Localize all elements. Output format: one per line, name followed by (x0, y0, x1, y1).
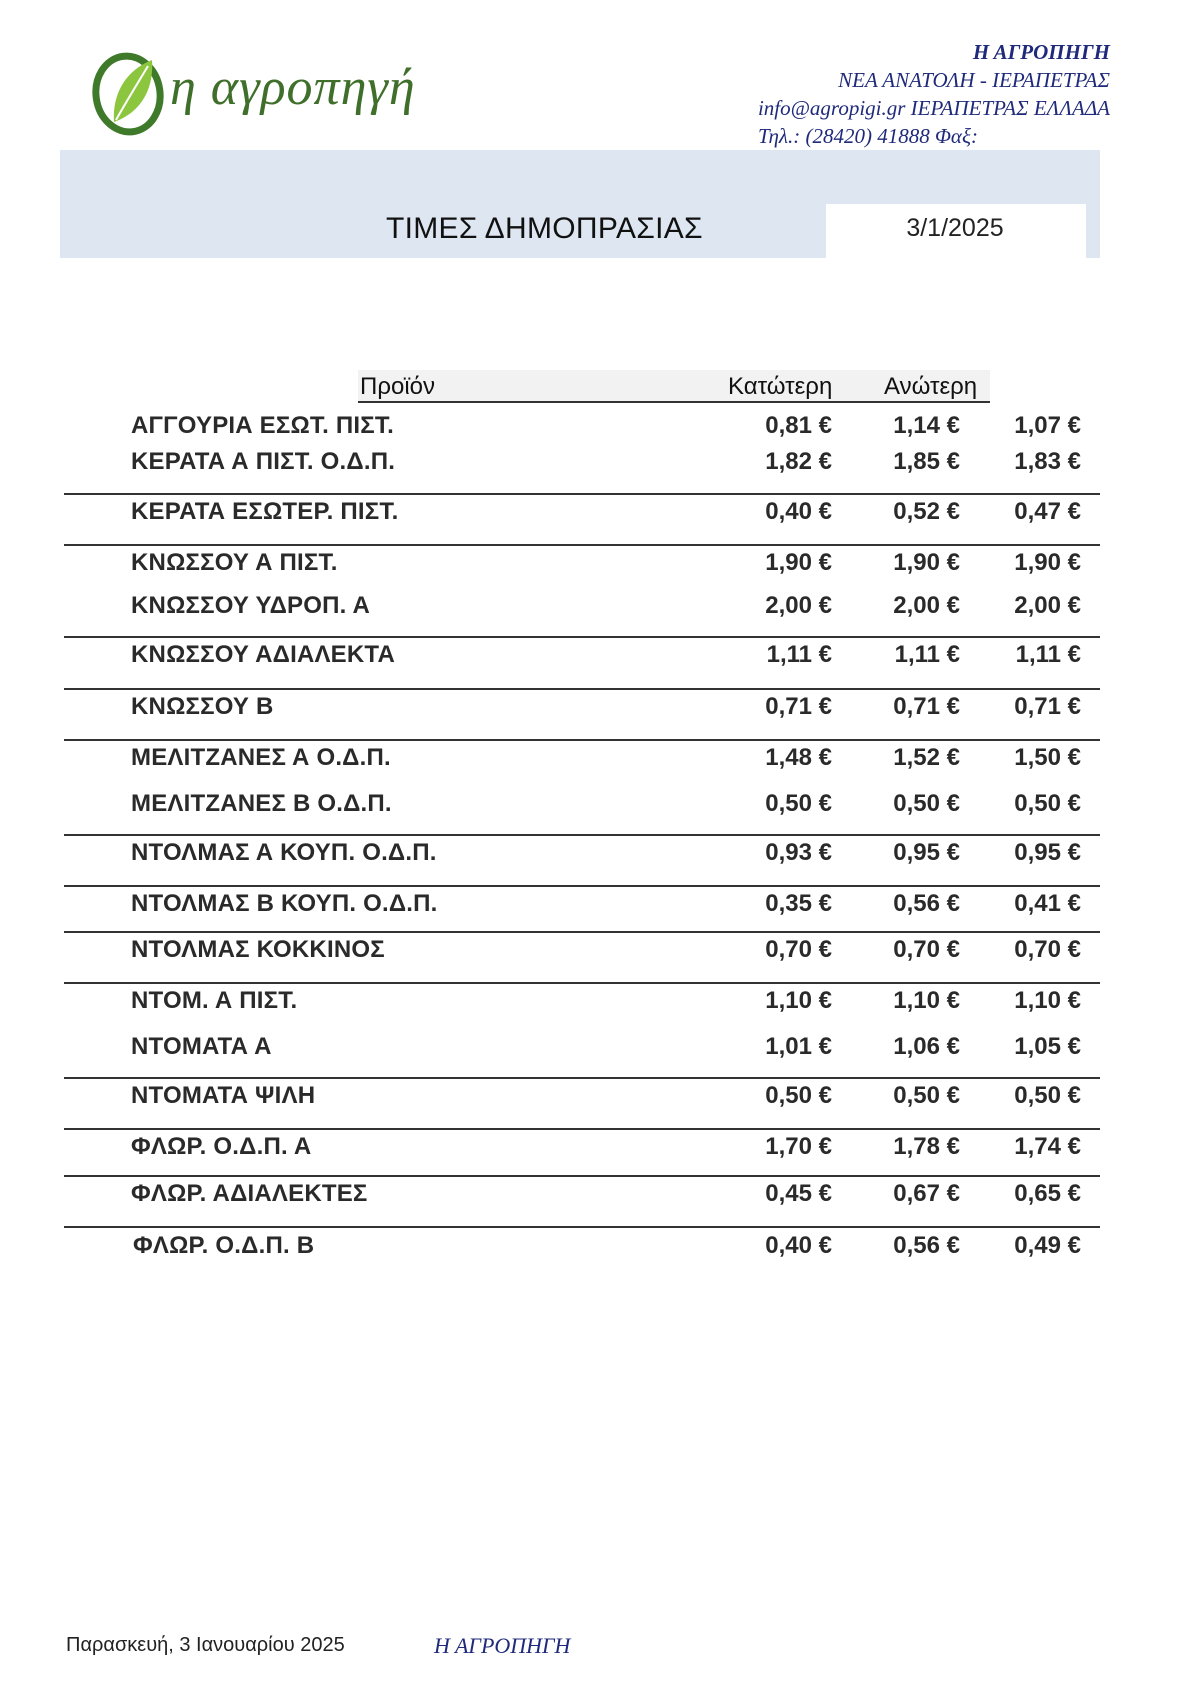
row-product: ΦΛΩΡ. Ο.Δ.Π. Β (133, 1232, 315, 1259)
table-row (0, 1033, 1200, 1069)
row-product: ΚΝΩΣΣΟΥ ΥΔΡΟΠ. Α (131, 592, 371, 619)
footer-date: Παρασκευή, 3 Ιανουαρίου 2025 (66, 1634, 345, 1656)
row-product: ΚΕΡΑΤΑ ΕΣΩΤΕΡ. ΠΙΣΤ. (131, 498, 399, 525)
row-separator (64, 931, 1100, 933)
row-separator (64, 1226, 1100, 1228)
logo-wordmark: η αγροπηγή (170, 59, 416, 116)
table-row (0, 1082, 1200, 1118)
row-avg-price: 1,05 € (1014, 1033, 1081, 1060)
row-min-price: 1,70 € (765, 1133, 832, 1160)
row-separator (64, 885, 1100, 887)
row-avg-price: 0,95 € (1014, 839, 1081, 866)
table-row (0, 839, 1200, 875)
row-min-price: 0,50 € (765, 1082, 832, 1109)
row-product: ΑΓΓΟΥΡΙΑ ΕΣΩΤ. ΠΙΣΤ. (131, 412, 394, 439)
leaf-logo-icon (86, 44, 176, 144)
row-product: ΝΤΟΜ. Α ΠΙΣΤ. (131, 987, 298, 1014)
company-address: ΝΕΑ ΑΝΑΤΟΛΗ - ΙΕΡΑΠΕΤΡΑΣ (838, 68, 1110, 92)
row-min-price: 0,93 € (765, 839, 832, 866)
row-product: ΦΛΩΡ. ΑΔΙΑΛΕΚΤΕΣ (131, 1180, 368, 1207)
footer-company-name: Η ΑΓΡΟΠΗΓΗ (434, 1633, 571, 1658)
row-avg-price: 0,50 € (1014, 1082, 1081, 1109)
table-row (0, 790, 1200, 826)
table-row (0, 1180, 1200, 1216)
row-max-price: 1,06 € (893, 1033, 960, 1060)
row-avg-price: 1,74 € (1014, 1133, 1081, 1160)
row-avg-price: 2,00 € (1014, 592, 1081, 619)
row-separator (64, 1175, 1100, 1177)
row-product: ΝΤΟΜΑΤΑ Α (131, 1033, 272, 1060)
row-separator (64, 982, 1100, 984)
row-min-price: 1,48 € (765, 744, 832, 771)
row-min-price: 0,40 € (765, 498, 832, 525)
row-min-price: 1,90 € (765, 549, 832, 576)
row-product: ΚΝΩΣΣΟΥ Β (131, 693, 274, 720)
table-row (0, 1133, 1200, 1169)
column-header-max: Ανώτερη (884, 373, 978, 400)
company-contact: info@agropigi.gr ΙΕΡΑΠΕΤΡΑΣ ΕΛΛΑΔΑ (757, 96, 1110, 120)
table-row (0, 448, 1200, 484)
row-max-price: 0,56 € (893, 1232, 960, 1259)
table-row (0, 498, 1200, 534)
row-max-price: 0,56 € (893, 890, 960, 917)
row-avg-price: 1,07 € (1014, 412, 1081, 439)
row-product: ΝΤΟΛΜΑΣ Α ΚΟΥΠ. Ο.Δ.Π. (131, 839, 437, 866)
row-avg-price: 0,50 € (1014, 790, 1081, 817)
row-avg-price: 1,11 € (1015, 641, 1081, 668)
page-title: ΤΙΜΕΣ ΔΗΜΟΠΡΑΣΙΑΣ (386, 212, 703, 245)
row-separator (64, 1077, 1100, 1079)
row-avg-price: 0,70 € (1014, 936, 1081, 963)
row-product: ΦΛΩΡ. Ο.Δ.Π. Α (131, 1133, 312, 1160)
row-max-price: 0,52 € (893, 498, 960, 525)
column-header-min: Κατώτερη (728, 373, 833, 400)
row-product: ΚΝΩΣΣΟΥ ΑΔΙΑΛΕΚΤΑ (131, 641, 396, 668)
table-row (0, 1232, 1200, 1268)
row-max-price: 0,95 € (893, 839, 960, 866)
row-product: ΝΤΟΛΜΑΣ ΚΟΚΚΙΝΟΣ (131, 936, 385, 963)
row-product: ΝΤΟΜΑΤΑ ΨΙΛΗ (131, 1082, 316, 1109)
company-info (758, 38, 1110, 150)
table-row (0, 412, 1200, 448)
table-row (0, 641, 1200, 677)
row-max-price: 1,90 € (893, 549, 960, 576)
row-min-price: 0,81 € (765, 412, 832, 439)
row-min-price: 1,11 € (766, 641, 832, 668)
table-row (0, 549, 1200, 585)
row-max-price: 1,85 € (893, 448, 960, 475)
table-row (0, 744, 1200, 780)
column-header-underline (358, 401, 990, 403)
row-min-price: 1,10 € (765, 987, 832, 1014)
row-avg-price: 1,50 € (1014, 744, 1081, 771)
row-min-price: 0,40 € (765, 1232, 832, 1259)
row-avg-price: 0,49 € (1014, 1232, 1081, 1259)
row-avg-price: 1,83 € (1014, 448, 1081, 475)
row-max-price: 1,10 € (893, 987, 960, 1014)
row-max-price: 1,11 € (894, 641, 960, 668)
row-min-price: 0,35 € (765, 890, 832, 917)
row-separator (64, 493, 1100, 495)
table-row (0, 936, 1200, 972)
row-min-price: 1,82 € (765, 448, 832, 475)
table-row (0, 592, 1200, 628)
row-separator (64, 688, 1100, 690)
row-separator (64, 1128, 1100, 1130)
company-name: Η ΑΓΡΟΠΗΓΗ (972, 40, 1110, 64)
row-max-price: 1,52 € (893, 744, 960, 771)
company-phone: Τηλ.: (28420) 41888 Φαξ: (757, 124, 978, 148)
row-max-price: 2,00 € (893, 592, 960, 619)
table-row (0, 693, 1200, 729)
row-min-price: 0,70 € (765, 936, 832, 963)
row-separator (64, 636, 1100, 638)
row-max-price: 0,70 € (893, 936, 960, 963)
row-product: ΚΕΡΑΤΑ Α ΠΙΣΤ. Ο.Δ.Π. (131, 448, 396, 475)
row-avg-price: 0,71 € (1014, 693, 1081, 720)
row-min-price: 0,71 € (765, 693, 832, 720)
table-row (0, 987, 1200, 1023)
row-max-price: 0,71 € (893, 693, 960, 720)
row-max-price: 0,50 € (893, 1082, 960, 1109)
row-product: ΚΝΩΣΣΟΥ Α ΠΙΣΤ. (131, 549, 338, 576)
row-min-price: 0,45 € (765, 1180, 832, 1207)
row-product: ΝΤΟΛΜΑΣ Β ΚΟΥΠ. Ο.Δ.Π. (131, 890, 438, 917)
row-avg-price: 0,41 € (1014, 890, 1081, 917)
row-avg-price: 0,65 € (1014, 1180, 1081, 1207)
auction-date: 3/1/2025 (906, 214, 1004, 242)
row-separator (64, 544, 1100, 546)
row-product: ΜΕΛΙΤΖΑΝΕΣ Α Ο.Δ.Π. (131, 744, 391, 771)
row-max-price: 1,78 € (893, 1133, 960, 1160)
row-max-price: 1,14 € (893, 412, 960, 439)
row-min-price: 2,00 € (765, 592, 832, 619)
row-avg-price: 0,47 € (1014, 498, 1081, 525)
row-min-price: 1,01 € (765, 1033, 832, 1060)
table-row (0, 890, 1200, 926)
row-separator (64, 739, 1100, 741)
row-max-price: 0,67 € (893, 1180, 960, 1207)
row-separator (64, 834, 1100, 836)
column-header-product: Προϊόν (360, 373, 436, 400)
row-min-price: 0,50 € (765, 790, 832, 817)
row-avg-price: 1,10 € (1014, 987, 1081, 1014)
row-product: ΜΕΛΙΤΖΑΝΕΣ Β Ο.Δ.Π. (131, 790, 392, 817)
row-avg-price: 1,90 € (1014, 549, 1081, 576)
row-max-price: 0,50 € (893, 790, 960, 817)
